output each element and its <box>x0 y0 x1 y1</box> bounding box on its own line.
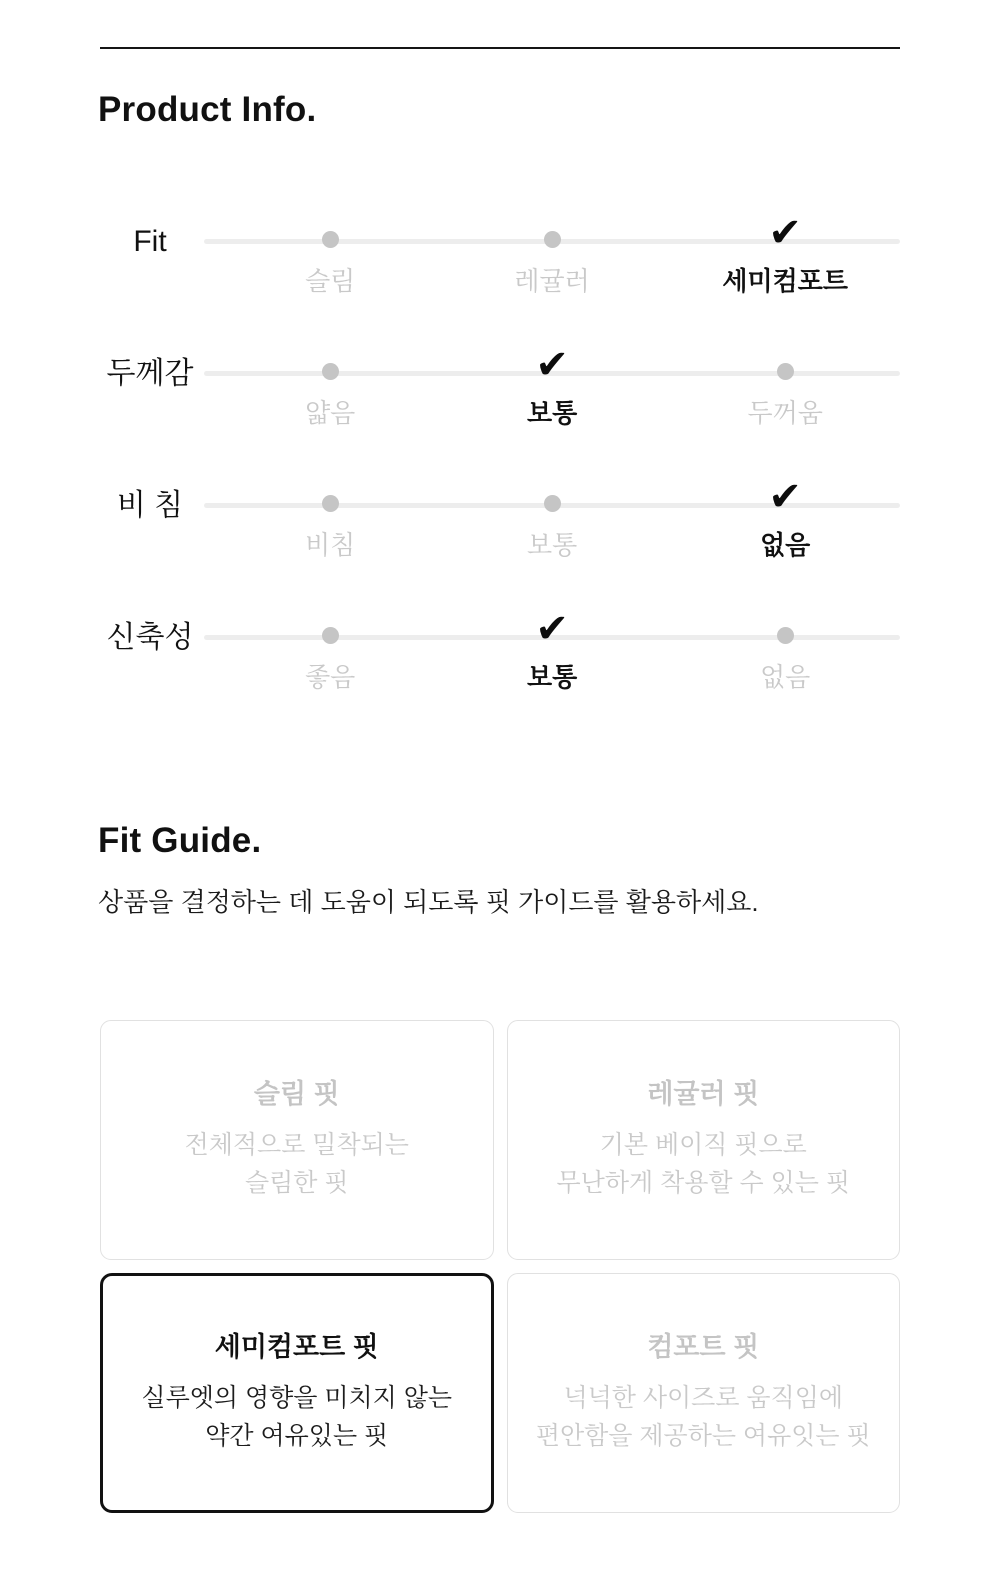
attribute-option <box>220 340 440 428</box>
fit-card-description-line: 전체적으로 밀착되는 <box>184 1131 409 1159</box>
dot-icon <box>322 495 339 512</box>
attribute-option-label: 두꺼움 <box>747 397 823 428</box>
fit-card <box>507 1273 901 1513</box>
fit-card <box>507 1020 901 1260</box>
check-marker <box>768 208 802 272</box>
check-icon: ✔ <box>768 210 802 255</box>
product-info-title: Product Info. <box>98 90 317 129</box>
check-icon: ✔ <box>768 474 802 519</box>
dot-marker <box>322 208 339 272</box>
attribute-label: 비 침 <box>116 488 184 522</box>
fit-guide-subtitle: 상품을 결정하는 데 도움이 되도록 핏 가이드를 활용하세요. <box>98 887 759 917</box>
fit-card-description <box>557 1126 850 1202</box>
attribute-option <box>442 208 662 296</box>
attribute-label: 신축성 <box>106 620 194 654</box>
attribute-row <box>100 340 900 472</box>
fit-guide-title: Fit Guide. <box>98 820 262 860</box>
attribute-option-label: 레귤러 <box>514 265 590 296</box>
attribute-option-label: 얇음 <box>305 397 356 428</box>
attribute-option <box>442 604 662 692</box>
dot-icon <box>777 627 794 644</box>
section-divider <box>100 47 900 49</box>
check-icon: ✔ <box>535 342 569 387</box>
attribute-option <box>675 208 895 296</box>
attribute-option <box>220 604 440 692</box>
product-attributes <box>100 208 900 736</box>
attribute-option <box>442 472 662 560</box>
attribute-option-label: 보통 <box>526 529 578 560</box>
fit-card-selected <box>100 1273 494 1513</box>
fit-card-description-line: 기본 베이직 핏으로 <box>599 1131 807 1159</box>
attribute-scale <box>200 604 900 736</box>
dot-marker <box>322 472 339 536</box>
dot-marker <box>322 604 339 668</box>
dot-marker <box>544 208 561 272</box>
dot-marker <box>544 472 561 536</box>
attribute-row <box>100 472 900 604</box>
dot-marker <box>322 340 339 404</box>
check-marker <box>768 472 802 536</box>
dot-icon <box>322 363 339 380</box>
attribute-option <box>675 472 895 560</box>
attribute-option-label: 없음 <box>760 529 811 560</box>
fit-card-description-line: 실루엣의 영향을 미치지 않는 <box>141 1384 453 1412</box>
attribute-option-label: 좋음 <box>305 661 356 692</box>
attribute-option-label: 보통 <box>526 661 578 692</box>
attribute-option <box>675 604 895 692</box>
attribute-option <box>442 340 662 428</box>
check-marker <box>535 340 569 404</box>
fit-card-title: 컴포트 핏 <box>647 1332 760 1362</box>
fit-card-description <box>185 1126 409 1202</box>
fit-card-description-line: 약간 여유있는 핏 <box>205 1422 389 1450</box>
fit-card-title: 레귤러 핏 <box>647 1079 760 1109</box>
dot-icon <box>544 231 561 248</box>
fit-card-description-line: 슬림한 핏 <box>244 1169 349 1197</box>
dot-marker <box>777 604 794 668</box>
attribute-option <box>220 208 440 296</box>
dot-icon <box>322 627 339 644</box>
dot-icon <box>777 363 794 380</box>
fit-card-title: 세미컴포트 핏 <box>214 1332 379 1362</box>
attribute-option <box>675 340 895 428</box>
fit-card-description-line: 편안함을 제공하는 여유잇는 핏 <box>535 1422 871 1450</box>
attribute-option-label: 비침 <box>305 529 356 560</box>
fit-card-description-line: 무난하게 착용할 수 있는 핏 <box>556 1169 850 1197</box>
check-icon: ✔ <box>535 606 569 651</box>
attribute-label: 두께감 <box>106 356 194 390</box>
attribute-row <box>100 208 900 340</box>
dot-marker <box>777 340 794 404</box>
dot-icon <box>544 495 561 512</box>
attribute-option <box>220 472 440 560</box>
attribute-option-label: 보통 <box>526 397 578 428</box>
fit-card <box>100 1020 494 1260</box>
fit-card-title: 슬림 핏 <box>253 1079 340 1109</box>
attribute-label: Fit <box>133 224 167 258</box>
attribute-row <box>100 604 900 736</box>
fit-guide-grid <box>100 1020 900 1513</box>
check-marker <box>535 604 569 668</box>
attribute-option-label: 슬림 <box>305 265 356 296</box>
dot-icon <box>322 231 339 248</box>
attribute-scale <box>200 208 900 340</box>
attribute-option-label: 없음 <box>760 661 811 692</box>
fit-card-description <box>141 1379 452 1455</box>
fit-card-description-line: 넉넉한 사이즈로 움직임에 <box>563 1384 844 1412</box>
fit-card-description <box>536 1379 871 1455</box>
attribute-scale <box>200 472 900 604</box>
attribute-scale <box>200 340 900 472</box>
attribute-option-label: 세미컴포트 <box>722 265 848 296</box>
